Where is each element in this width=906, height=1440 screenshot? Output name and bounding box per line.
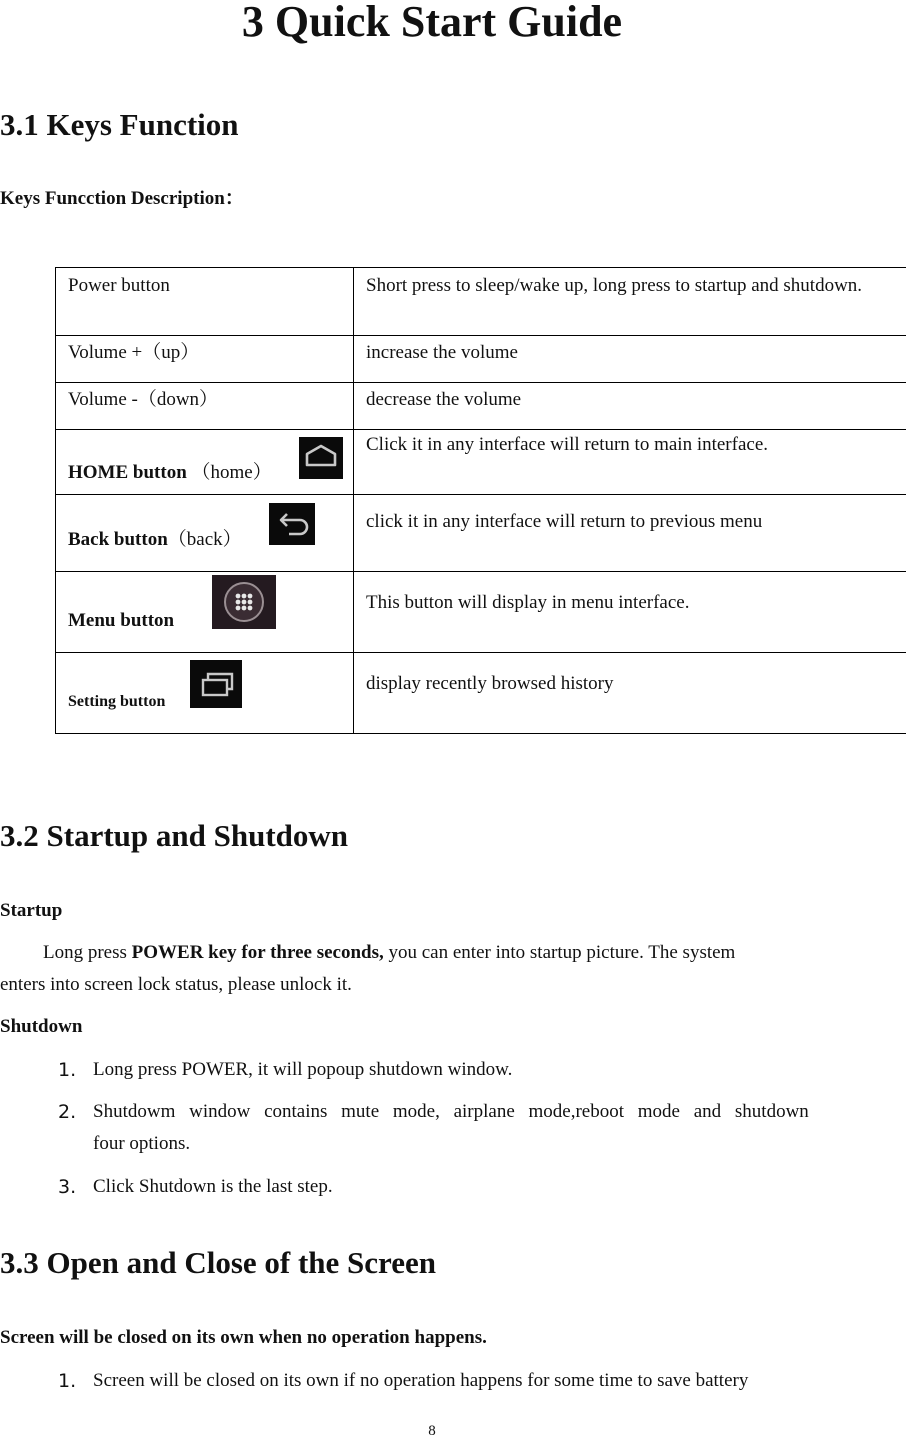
list-number: 1. [58,1054,76,1086]
key-name-cell [56,653,354,734]
page-title: 3 Quick Start Guide [0,0,864,48]
list-item: Click Shutdown is the last step. [93,1171,333,1203]
key-name-bold: Back button [68,529,168,550]
screen-subheading: Screen will be closed on its own when no operation happens. [0,1325,487,1351]
table-row [56,383,906,430]
list-item: Long press POWER, it will popoup shutdown window. [93,1054,512,1086]
list-number: 1. [58,1365,76,1397]
keys-description-label: Keys Funcction Description： [0,186,244,212]
key-name-cell: Power button [56,268,354,336]
key-name-cell [56,495,354,572]
startup-paragraph-line2: enters into screen lock status, please unlock it. [0,969,352,1001]
key-description-cell: Click it in any interface will return to main interface. [354,430,906,495]
key-description-cell: increase the volume [354,336,906,383]
section-heading-startup-shutdown: 3.2 Startup and Shutdown [0,816,348,856]
section-heading-keys-function: 3.1 Keys Function [0,105,239,145]
list-item: Shutdowm window contains mute mode, airplane mode,reboot mode and shutdown [93,1096,864,1128]
list-item: Screen will be closed on its own if no operation happens for some time to save battery [93,1365,748,1397]
key-description-cell: Short press to sleep/wake up, long press to startup and shutdown. [354,268,906,336]
keys-function-table [55,267,906,734]
startup-label: Startup [0,898,62,924]
key-description-cell: click it in any interface will return to previous menu [354,495,906,572]
list-number: 2. [58,1096,76,1128]
key-name-cell [56,430,354,495]
home-icon [299,437,343,479]
table-row [56,572,906,653]
key-name-suffix: （back） [168,529,242,550]
back-icon [269,503,315,545]
key-description-cell: decrease the volume [354,383,906,430]
key-name-cell: Volume -（down） [56,383,354,430]
key-name-suffix: （home） [187,462,272,483]
apps-menu-icon [212,575,276,629]
shutdown-label: Shutdown [0,1014,82,1040]
list-item-continuation: four options. [93,1128,190,1160]
table-row [56,495,906,572]
key-description-cell: display recently browsed history [354,653,906,734]
list-number: 3. [58,1171,76,1203]
table-row [56,430,906,495]
key-name-cell: Volume +（up） [56,336,354,383]
startup-paragraph-line1: Long press POWER key for three seconds, you can enter into startup picture. The system [43,937,873,969]
page-number: 8 [0,1423,864,1440]
table-row [56,336,906,383]
key-name-cell [56,572,354,653]
table-row [56,653,906,734]
recent-apps-icon [190,660,242,708]
section-heading-screen: 3.3 Open and Close of the Screen [0,1243,436,1283]
table-row [56,268,906,336]
key-name-bold: Setting button [68,693,165,710]
key-name-bold: HOME button [68,462,187,483]
key-name-bold: Menu button [68,610,174,631]
key-description-cell: This button will display in menu interface. [354,572,906,653]
